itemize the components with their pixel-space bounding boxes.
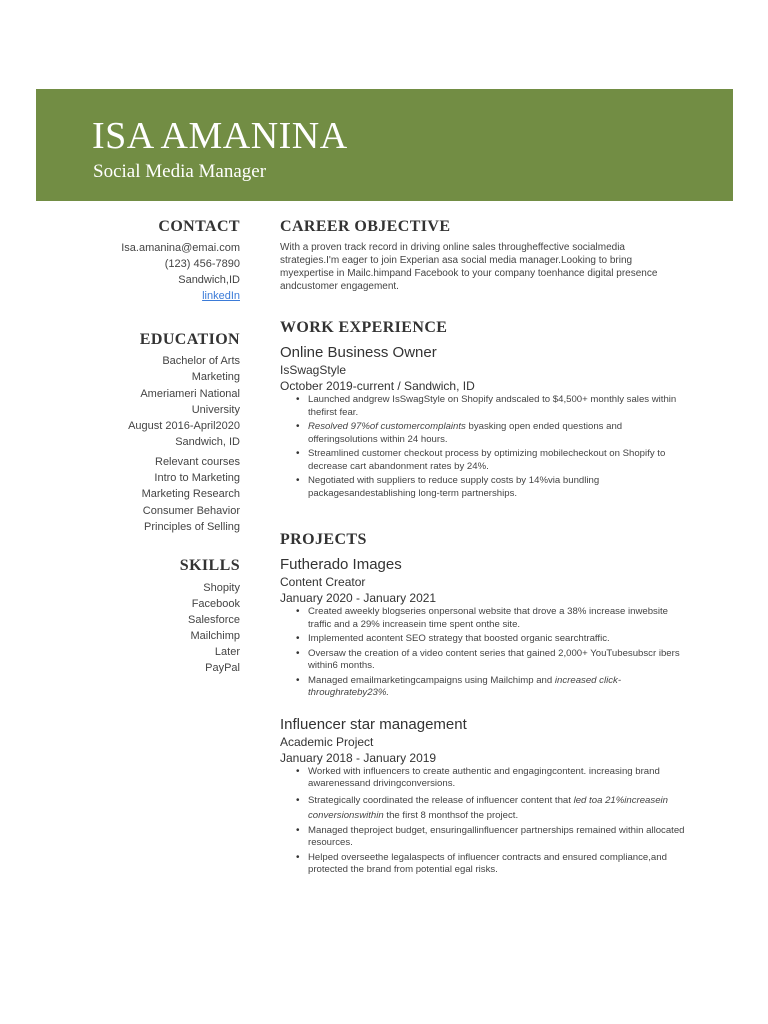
education-section <box>110 330 240 535</box>
courses-heading: Relevant courses <box>155 455 240 468</box>
project-bullets <box>280 606 700 700</box>
skill-item: Mailchimp <box>190 630 240 642</box>
course-item: Marketing Research <box>141 488 240 501</box>
project-title: Futherado Images <box>280 556 402 573</box>
contact-email: Isa.amanina@emai.com <box>121 242 240 254</box>
education-line: Bachelor of Arts <box>162 355 240 367</box>
contact-location: Sandwich,ID <box>178 274 240 286</box>
education-line: Sandwich, ID <box>175 436 240 449</box>
list-item: • Helped overseethe legalaspects of influencer contracts and ensured compliance,and protected the brand from potential egal risks. <box>280 852 688 877</box>
projects-heading: PROJECTS <box>280 531 367 548</box>
project-role: Academic Project <box>280 734 374 749</box>
education-line: Marketing <box>191 371 240 384</box>
education-line: Ameriameri National <box>140 387 240 400</box>
job-dates: October 2019-current / Sandwich, ID <box>280 379 475 393</box>
contact-heading: CONTACT <box>158 218 240 235</box>
contact-phone: (123) 456-7890 <box>164 258 240 270</box>
project-title: Influencer star management <box>280 715 467 733</box>
skill-item: Salesforce <box>188 614 240 626</box>
candidate-name: ISA AMANINA <box>92 115 348 157</box>
project-bullets <box>280 766 700 877</box>
work-bullets <box>280 394 700 500</box>
education-line: University <box>191 403 240 416</box>
skill-item: Shopity <box>203 582 240 594</box>
list-item: • Created aweekly blogseries onpersonal website that drove a 38% increase inwebsite traffic and a 29% increasein time spent onthe site. <box>280 606 688 631</box>
candidate-role: Social Media Manager <box>93 161 267 182</box>
list-item: • Implemented acontent SEO strategy that boosted organic searchtraffic. <box>280 633 688 646</box>
linkedin-link[interactable]: linkedIn <box>202 290 240 302</box>
course-item: Consumer Behavior <box>142 504 240 517</box>
course-item: Principles of Selling <box>144 520 240 533</box>
list-item: • Managed emailmarketingcampaigns using Mailchimp and increased click-throughrateby23%. <box>280 675 688 700</box>
list-item: • Resolved 97%of customercomplaints byasking open ended questions and offeringsolutions within 24 hours. <box>280 421 688 446</box>
header-banner <box>36 89 733 201</box>
skill-item: PayPal <box>205 662 240 674</box>
objective-heading: CAREER OBJECTIVE <box>280 218 451 235</box>
project-role: Content Creator <box>280 575 366 589</box>
list-item: • Negotiated with suppliers to reduce supply costs by 14%via bundling packagesandestablishing long-term partnerships. <box>280 475 688 500</box>
course-item: Intro to Marketing <box>154 472 240 485</box>
project-dates: January 2018 - January 2019 <box>280 750 437 765</box>
skill-item: Facebook <box>191 598 240 610</box>
list-item: • Managed theproject budget, ensuringallinfluencer partnerships remained within allocated resources. <box>280 825 688 850</box>
contact-section <box>110 217 240 304</box>
work-heading: WORK EXPERIENCE <box>280 319 448 336</box>
job-company: IsSwagStyle <box>280 363 347 377</box>
education-heading: EDUCATION <box>139 331 240 348</box>
list-item: • Strategically coordinated the release of influencer content that led toa 21%increasein conversionswithin the first 8 monthsof the project. <box>280 793 688 823</box>
objective-section <box>280 217 700 293</box>
objective-text: With a proven track record in driving online sales througheffective socialmedia strategies.I'm eager to join Experian asa social media manager.Looking to bring myexpertise in Mailc.himpand Facebook to your company toenhance digital presence andcustomer engagement. <box>280 242 658 292</box>
list-item: • Streamlined customer checkout process by optimizing mobilecheckout on Shopify to decrease cart abandonment rates by 24%. <box>280 448 688 473</box>
skills-heading: SKILLS <box>179 557 240 574</box>
skill-item: Later <box>214 646 240 658</box>
job-title: Online Business Owner <box>280 344 437 361</box>
skills-section <box>110 556 240 676</box>
list-item: • Oversaw the creation of a video content series that gained 2,000+ YouTubesubscr ibers within6 months. <box>280 648 688 673</box>
work-section <box>280 318 700 502</box>
project-dates: January 2020 - January 2021 <box>280 591 437 605</box>
education-line: August 2016-April2020 <box>128 420 240 433</box>
projects-section <box>280 530 700 879</box>
list-item: • Worked with influencers to create authentic and engagingcontent. increasing brand awarenessand drivingconversions. <box>280 766 688 791</box>
list-item: • Launched andgrew IsSwagStyle on Shopify andscaled to $4,500+ monthly sales within thefirst fear. <box>280 394 688 419</box>
